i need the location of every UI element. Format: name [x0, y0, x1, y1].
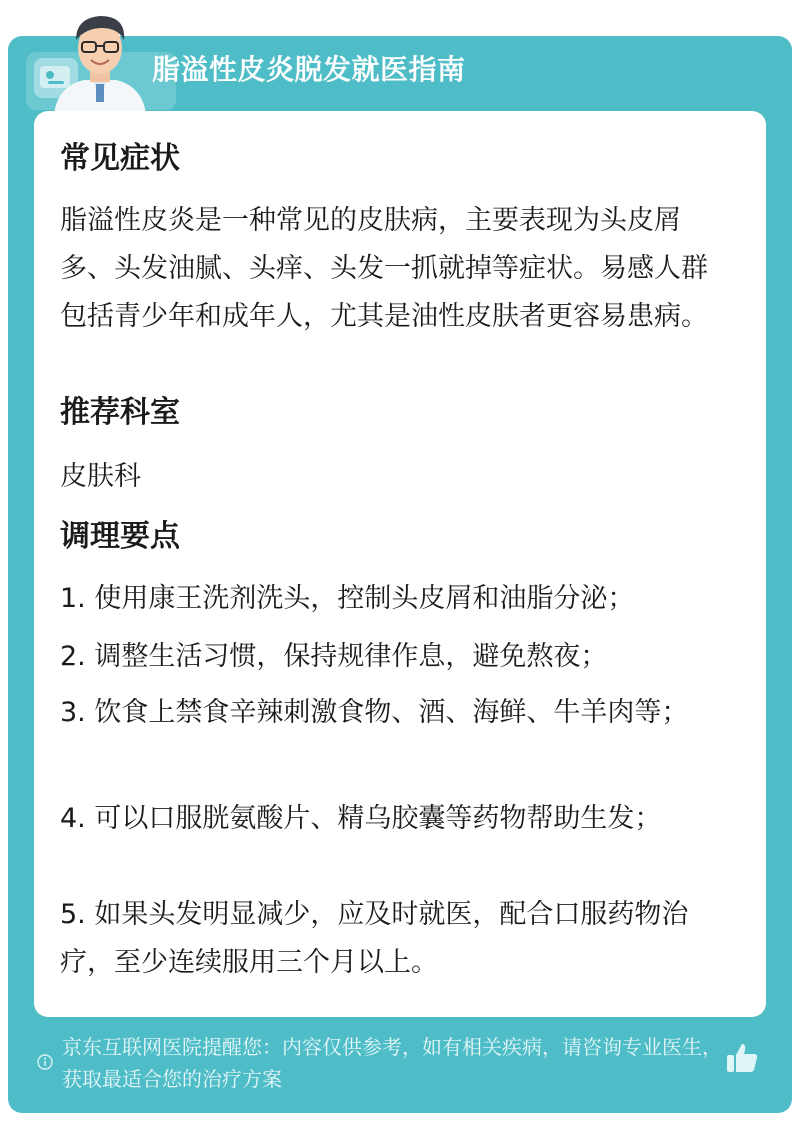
thumbs-up-icon[interactable] [724, 1040, 760, 1076]
info-icon [37, 1054, 53, 1070]
care-item-1: 1. 使用康王洗剂洗头，控制头皮屑和油脂分泌； [60, 583, 635, 614]
section-heading-department: 推荐科室 [60, 395, 180, 430]
doctor-avatar-icon [44, 6, 156, 114]
care-item-2: 2. 调整生活习惯，保持规律作息，避免熬夜； [60, 641, 608, 672]
department-text: 皮肤科 [60, 461, 141, 492]
care-item-5: 5. 如果头发明显减少，应及时就医，配合口服药物治疗，至少连续服用三个月以上。 [60, 899, 689, 978]
disclaimer-text: 京东互联网医院提醒您：内容仅供参考，如有相关疾病，请咨询专业医生，获取最适合您的治疗方案 [62, 1035, 722, 1091]
content-card [34, 111, 766, 1017]
care-item-3: 3. 饮食上禁食辛辣刺激食物、酒、海鲜、牛羊肉等； [60, 697, 689, 728]
section-heading-care: 调理要点 [60, 519, 180, 554]
symptoms-text: 脂溢性皮炎是一种常见的皮肤病，主要表现为头皮屑多、头发油腻、头痒、头发一抓就掉等症状。易感人群包括青少年和成年人，尤其是油性皮肤者更容易患病。 [60, 205, 708, 332]
section-heading-symptoms: 常见症状 [60, 141, 180, 176]
care-item-4: 4. 可以口服胱氨酸片、精乌胶囊等药物帮助生发； [60, 803, 662, 834]
page-title: 脂溢性皮炎脱发就医指南 [152, 53, 466, 86]
